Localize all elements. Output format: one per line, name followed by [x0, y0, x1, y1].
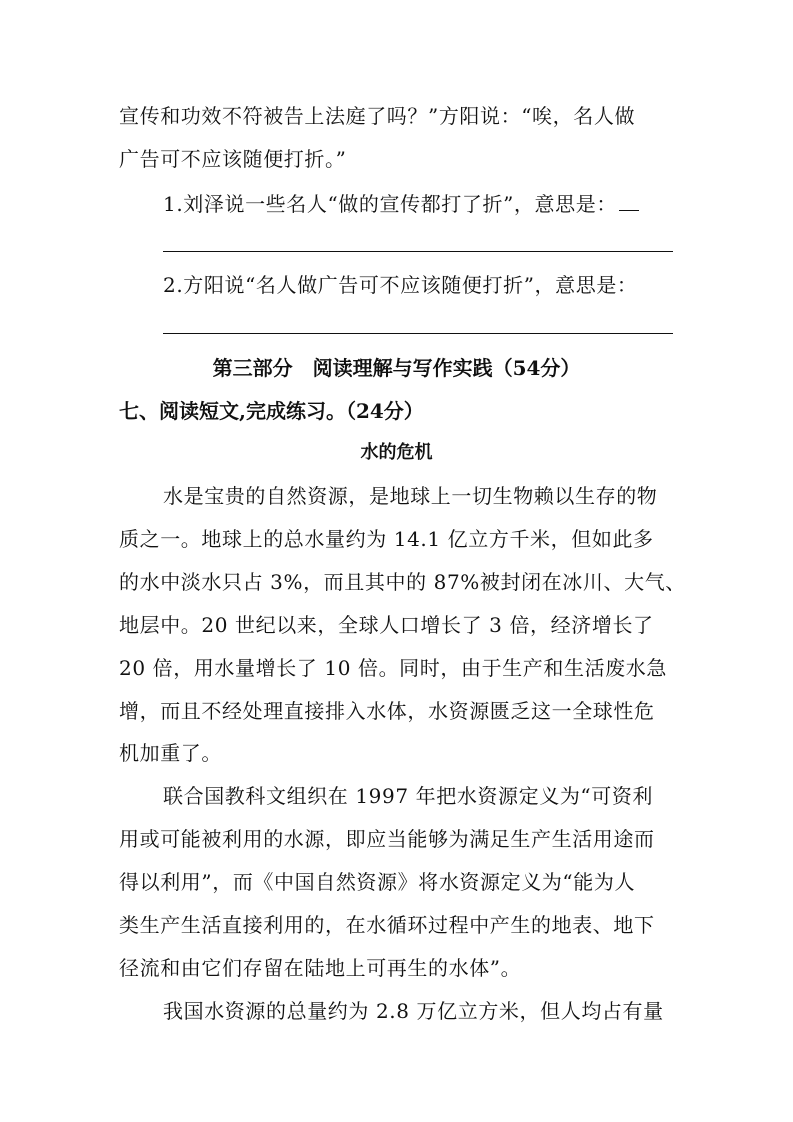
paragraph-2-line: 径流和由它们存留在陆地上可再生的水体”。 [119, 956, 522, 980]
paragraph-2-line: 类生产生活直接利用的，在水循环过程中产生的地表、地下 [119, 913, 655, 937]
paragraph-2-line: 联合国教科文组织在 1997 年把水资源定义为“可资利 [163, 784, 654, 808]
paragraph-1-line: 20 倍，用水量增长了 10 倍。同时，由于生产和生活废水急 [119, 656, 667, 680]
question-2 [163, 273, 723, 297]
text-line: 宣传和功效不符被告上法庭了吗？”方阳说：“唉，名人做 [119, 104, 636, 128]
paragraph-1-line: 增，而且不经处理直接排入水体，水资源匮乏这一全球性危 [119, 699, 655, 723]
paragraph-2-line: 用或可能被利用的水源，即应当能够为满足生产生活用途而 [119, 827, 655, 851]
paragraph-1-line: 地层中。20 世纪以来，全球人口增长了 3 倍，经济增长了 [119, 613, 654, 637]
question-1-text: 1.刘泽说一些名人“做的宣传都打了折”，意思是： [163, 192, 617, 216]
answer-blank-inline[interactable] [619, 190, 639, 211]
text-line: 广告可不应该随便打折。” [119, 147, 347, 171]
question-1 [163, 190, 723, 216]
question-2-text: 2.方阳说“名人做广告可不应该随便打折”，意思是： [163, 273, 638, 297]
answer-line-2[interactable] [163, 333, 673, 334]
paragraph-1-line: 的水中淡水只占 3%，而且其中的 87%被封闭在冰川、大气、 [119, 570, 686, 594]
paragraph-3-line: 我国水资源的总量约为 2.8 万亿立方米，但人均占有量 [163, 999, 664, 1023]
answer-line-1[interactable] [163, 251, 673, 252]
paragraph-1-line: 质之一。地球上的总水量约为 14.1 亿立方千米，但如此多 [119, 527, 654, 551]
paragraph-2-line: 得以利用”，而《中国自然资源》将水资源定义为“能为人 [119, 870, 636, 894]
exercise-heading: 七、阅读短文,完成练习。（24分） [119, 399, 424, 423]
story-title: 水的危机 [360, 442, 433, 463]
paragraph-1-line: 水是宝贵的自然资源，是地球上一切生物赖以生存的物 [163, 484, 658, 508]
paragraph-1-line: 机加重了。 [119, 741, 222, 765]
part-title: 第三部分 阅读理解与写作实践（54分） [212, 356, 581, 380]
